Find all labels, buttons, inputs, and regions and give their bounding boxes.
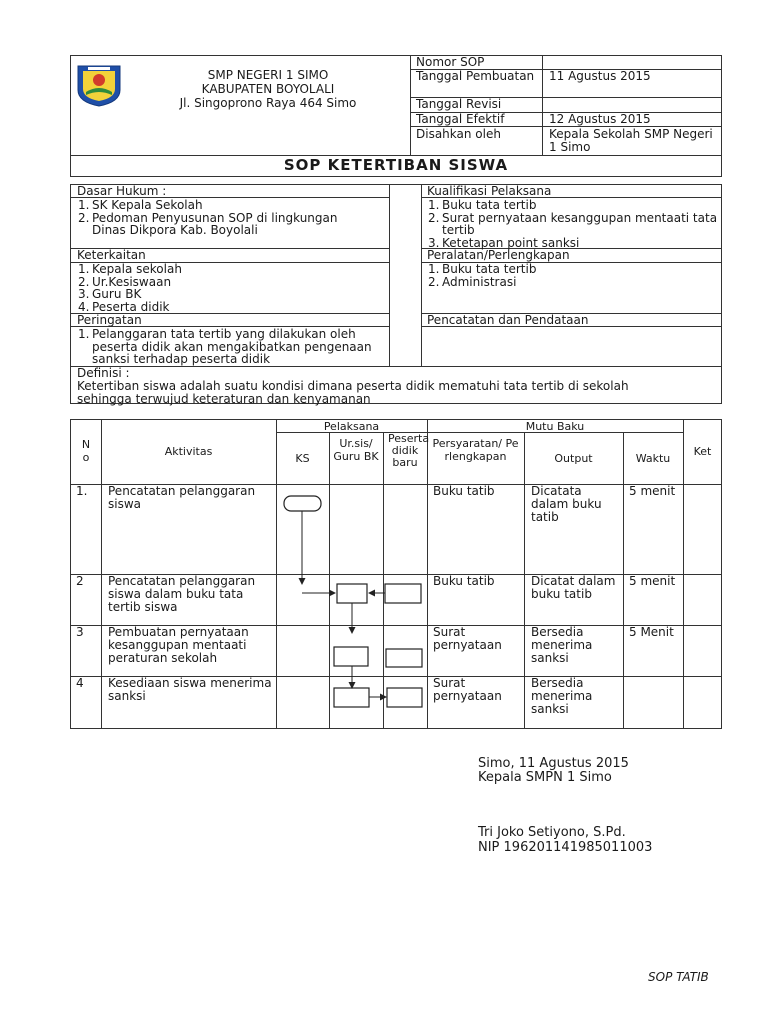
col-header-no: No: [81, 438, 91, 464]
peralatan-heading: Peralatan/Perlengkapan: [427, 248, 570, 262]
flow-start-terminator: [284, 496, 321, 511]
page-footer: SOP TATIB: [648, 970, 709, 984]
signature-position: Kepala SMPN 1 Simo: [478, 770, 612, 785]
meta-label-disahkan: Disahkan oleh: [416, 127, 501, 141]
school-address: Jl. Singoprono Raya 464 Simo: [179, 96, 357, 110]
list-item: 3. Guru BK: [78, 287, 142, 301]
list-item: 1. Kepala sekolah: [78, 262, 182, 276]
col-header-waktu: Waktu: [635, 452, 671, 465]
list-item: 2. Administrasi: [428, 274, 517, 289]
flow-process-box: [337, 584, 367, 603]
flow-process-box: [334, 688, 369, 707]
meta-value-disahkan: Kepala Sekolah SMP Negeri 1 Simo: [549, 127, 713, 154]
col-header-persyaratan: Persyaratan/ Perlengkapan: [432, 437, 519, 463]
list-item: 1. Pelanggaran tata tertib yang dilakukan oleh peserta didik akan mengakibatkan pengenaan sanksi terhadap peserta didik: [78, 327, 372, 366]
flow-process-box: [386, 649, 422, 667]
meta-label-revisi: Tanggal Revisi: [416, 97, 502, 111]
col-header-mutu-baku: Mutu Baku: [525, 420, 585, 433]
col-header-ks: KS: [295, 452, 310, 465]
meta-label-pembuatan: Tanggal Pembuatan: [416, 69, 535, 83]
signature-place-date: Simo, 11 Agustus 2015: [478, 756, 629, 771]
col-header-ket: Ket: [693, 445, 712, 458]
flow-process-box: [385, 584, 421, 603]
definisi-text: Ketertiban siswa adalah suatu kondisi dimana peserta didik mematuhi tata tertib di sekolah sehingga terwujud keteraturan dan kenyamanan: [77, 379, 629, 406]
meta-value-efektif: 12 Agustus 2015: [549, 112, 651, 126]
col-header-peserta: Peserta didik baru: [388, 432, 430, 469]
keterkaitan-heading: Keterkaitan: [77, 248, 146, 262]
peringatan-heading: Peringatan: [77, 313, 142, 327]
list-item: 1. Buku tata tertib: [428, 262, 537, 276]
document-title: SOP KETERTIBAN SISWA: [283, 156, 509, 174]
list-item: 2. Pedoman Penyusunan SOP di lingkungan Dinas Dikpora Kab. Boyolali: [78, 210, 338, 237]
flow-process-box: [387, 688, 422, 707]
list-item: 1. Buku tata tertib: [428, 198, 537, 212]
col-header-pelaksana: Pelaksana: [323, 420, 380, 433]
definisi-heading: Definisi :: [77, 366, 130, 380]
school-name: SMP NEGERI 1 SIMO: [207, 68, 329, 82]
signature-name: Tri Joko Setiyono, S.Pd.: [478, 825, 626, 840]
col-header-ursis: Ur.sis/ Guru BK: [333, 437, 379, 463]
flow-process-box: [334, 647, 368, 666]
meta-label-efektif: Tanggal Efektif: [416, 112, 505, 126]
col-header-aktivitas: Aktivitas: [164, 445, 213, 458]
regency-name: KABUPATEN BOYOLALI: [201, 82, 335, 96]
meta-label-nomor: Nomor SOP: [416, 55, 485, 69]
dasar-hukum-heading: Dasar Hukum :: [77, 184, 167, 198]
list-item: 2. Ur.Kesiswaan: [78, 274, 172, 289]
signature-nip: NIP 196201141985011003: [478, 840, 653, 855]
list-item: 1. SK Kepala Sekolah: [78, 198, 203, 212]
list-item: 4. Peserta didik: [78, 299, 170, 314]
list-item: 2. Surat pernyataan kesanggupan mentaati tata tertib: [428, 210, 718, 237]
col-header-output: Output: [554, 452, 593, 465]
pencatatan-heading: Pencatatan dan Pendataan: [427, 313, 589, 327]
kualifikasi-heading: Kualifikasi Pelaksana: [427, 184, 552, 198]
list-item: 3. Ketetapan point sanksi: [428, 235, 580, 250]
meta-value-pembuatan: 11 Agustus 2015: [549, 69, 651, 83]
